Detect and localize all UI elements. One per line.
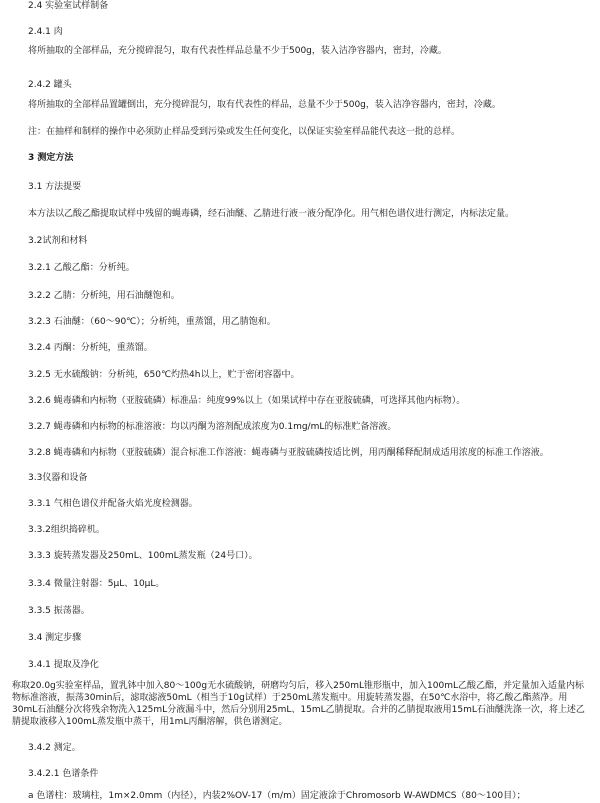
- subsection-heading-3-4-2: 3.4.2 测定。: [28, 743, 81, 753]
- note-paragraph: 注：在抽样和制样的操作中必须防止样品受到污染或发生任何变化，以保证实验室样品能代表这一批的总样。: [28, 127, 461, 137]
- paragraph-2-4-2: 将所抽取的全部样品置罐倒出，充分搅碎混匀，取有代表性的样品，总量不少于500g，装入洁净容器内，密封，冷藏。: [28, 100, 501, 110]
- paragraph-2-4-1: 将所抽取的全部样品，充分搅碎混匀，取有代表性样品总量不少于500g，装入洁净容器内，密封，冷藏。: [28, 46, 447, 56]
- list-item-3-2-4: 3.2.4 丙酮：分析纯，重蒸馏。: [28, 343, 153, 353]
- subsection-heading-2-4-1: 2.4.1 肉: [28, 27, 63, 37]
- section-heading-3: 3 测定方法: [28, 153, 74, 163]
- subsection-heading-3-1: 3.1 方法提要: [28, 182, 82, 192]
- list-item-3-3-2: 3.3.2组织捣碎机。: [28, 525, 105, 535]
- subsection-heading-3-4-2-1: 3.4.2.1 色谱条件: [28, 769, 99, 779]
- subsection-heading-3-3: 3.3仪器和设备: [28, 473, 88, 483]
- list-item-3-2-1: 3.2.1 乙酸乙酯：分析纯。: [28, 263, 135, 273]
- list-item-3-3-1: 3.3.1 气相色谱仪并配备火焰光度检测器。: [28, 499, 198, 509]
- paragraph-cut-off: a 色谱柱：玻璃柱，1m×2.0mm（内径），内装2%OV-17（m/m）固定液涂于Chromosorb W-AWDMCS（80～100目）；: [28, 791, 526, 801]
- list-item-3-3-5: 3.3.5 振荡器。: [28, 606, 90, 616]
- list-item-3-2-2: 3.2.2 乙腈：分析纯，用石油醚饱和。: [28, 291, 180, 301]
- list-item-3-3-3: 3.3.3 旋转蒸发器及250mL、100mL蒸发瓶（24号口）。: [28, 551, 258, 561]
- list-item-3-2-7: 3.2.7 蝇毒磷和内标物的标准溶液：均以丙酮为溶剂配成浓度为0.1mg/mL的标准贮备溶液。: [28, 422, 397, 432]
- list-item-3-3-4: 3.3.4 微量注射器：5μL、10μL。: [28, 579, 165, 589]
- list-item-3-2-6: 3.2.6 蝇毒磷和内标物（亚胺硫磷）标准品：纯度99%以上（如果试样中存在亚胺硫磷，可选择其他内标物）。: [28, 396, 466, 406]
- subsection-heading-3-4-1: 3.4.1 提取及净化: [28, 660, 99, 670]
- subsection-heading-3-2: 3.2试剂和材料: [28, 236, 88, 246]
- list-item-3-2-3: 3.2.3 石油醚：（60～90℃）；分析纯，重蒸馏，用乙腈饱和。: [28, 317, 276, 327]
- paragraph-3-1: 本方法以乙酸乙酯提取试样中残留的蝇毒磷，经石油醚、乙腈进行液一液分配净化。用气相色谱仪进行测定，内标法定量。: [28, 209, 515, 219]
- subsection-heading-2-4-2: 2.4.2 罐头: [28, 80, 72, 90]
- list-item-3-2-5: 3.2.5 无水硫酸钠：分析纯，650℃灼热4h以上，贮于密闭容器中。: [28, 370, 300, 380]
- paragraph-3-4-1: 称取20.0g实验室样品，置乳钵中加入80～100g无水硫酸钠，研磨均匀后，移入250mL锥形瓶中，加入100mL乙酸乙酯，并定量加入适量内标物标准溶液，振荡30min后，滤取滤液50mL（相当于10g试样）于250mL蒸发瓶中。用旋转蒸发器，在50℃水浴中，将乙酸乙酯蒸净。用30mL石油醚分次将残余物洗入125mL分液漏斗中，然后分别用25mL、15mL乙腈提取。合并的乙腈提取液用15mL石油醚洗涤一次，将上述乙腈提取液移入100mL蒸发瓶中蒸干，用1mL丙酮溶解，供色谱测定。: [12, 681, 585, 727]
- subsection-heading-3-4: 3.4 测定步骤: [28, 633, 82, 643]
- list-item-3-2-8: 3.2.8 蝇毒磷和内标物（亚胺硫磷）混合标准工作溶液：蝇毒磷与亚胺硫磷按适比例，用丙酮稀释配制成适用浓度的标准工作溶液。: [28, 448, 549, 458]
- section-heading-2-4: 2.4 实验室试样制备: [28, 1, 109, 11]
